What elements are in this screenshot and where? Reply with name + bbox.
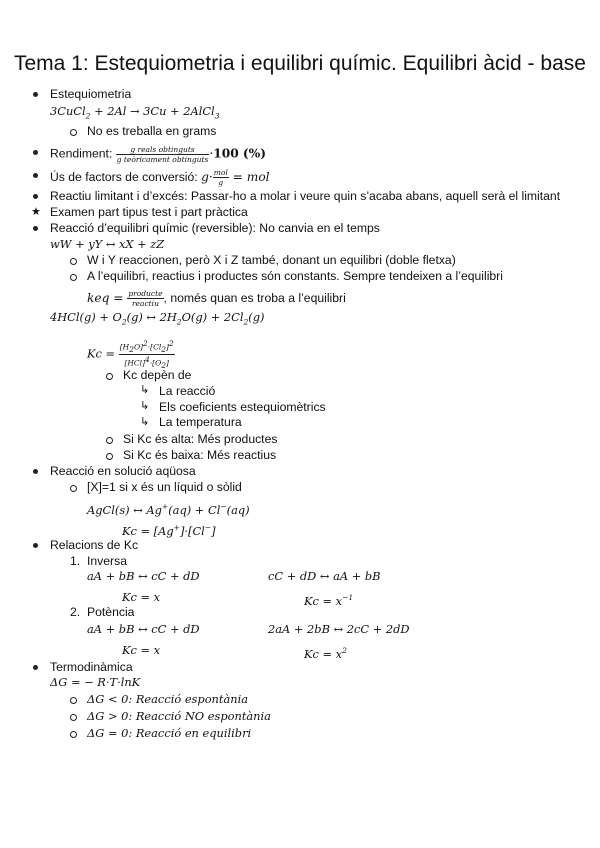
kc-inversa-2: $Kc = x^{-1}$ [304, 593, 354, 608]
arrow-icon: ↳ [140, 400, 150, 412]
bullet [70, 731, 77, 738]
kc-factor-reaccio: La reacció [159, 384, 216, 398]
kc-depen: Kc depèn de [123, 368, 192, 382]
kc-factor-temperatura: La temperatura [159, 415, 242, 429]
bullet [106, 437, 113, 444]
bullet [33, 150, 38, 155]
rendiment-label: Rendiment: [50, 146, 113, 161]
bullet [70, 129, 77, 136]
gibbs-spontaneous: ΔG < 0: Reacció espontània [87, 692, 249, 706]
note-liquid: [X]=1 si x és un líquid o sòlid [87, 480, 242, 494]
item-rendiment [50, 145, 266, 164]
item-relacions: Relacions de Kc [50, 538, 139, 552]
bullet [33, 92, 38, 97]
factors-equation: g· $\frac{\text{mol}}{g}$ = mol [201, 168, 270, 187]
item-examen: Examen part tipus test i part pràctica [50, 205, 248, 219]
fraction-numerator: g reals obtinguts [116, 145, 210, 155]
equation-inversa-1: aA + bB ↔ cC + dD [87, 569, 200, 583]
item-termodinamica: Termodinàmica [50, 660, 133, 674]
arrow-icon: ↳ [140, 416, 150, 428]
bullet [106, 453, 113, 460]
bullet [70, 697, 77, 704]
bullet [70, 485, 77, 492]
note-grams: No es treballa en grams [87, 124, 217, 138]
kc-potencia-1: Kc = x [122, 643, 161, 657]
star-icon: ★ [31, 206, 41, 218]
bullet [70, 714, 77, 721]
bullet [33, 194, 38, 199]
keq-line [87, 289, 346, 308]
equation-estequiometria: 3CuCl$_2$ + 2Al → 3Cu + 2AlCl$_3$ [50, 104, 220, 121]
equation-kc-agcl: Kc = [Ag+]·[Cl−] [122, 523, 216, 538]
equation-agcl: AgCl(s) ↔ Ag+(aq) + Cl−(aq) [87, 502, 250, 517]
bullet [33, 665, 38, 670]
equation-kc: Kc = $\frac{[H_2O]^2\cdot[Cl_2]^2}{[HCl]^4\cdot[O_2]}$ [87, 339, 174, 370]
equation-inversa-2: cC + dD ↔ aA + bB [268, 569, 381, 583]
gibbs-label-1: Reacció espontània [135, 692, 249, 706]
item-factors [50, 168, 270, 187]
keq-note: , només quan es troba a l’equilibri [163, 291, 346, 305]
gibbs-label-3: Reacció en equilibri [135, 726, 252, 740]
rendiment-factor: ·100 (%) [209, 146, 267, 161]
kc-factor-coeficients: Els coeficients estequiomètrics [159, 400, 326, 414]
equation-gibbs: ΔG = − R·T·lnK [50, 675, 141, 689]
bullet [33, 469, 38, 474]
factors-label: Ús de factors de conversió: [50, 170, 198, 184]
kc-inversa-1: Kc = x [122, 590, 161, 604]
kc-potencia-2: $Kc = x^2$ [304, 646, 347, 661]
bullet [70, 258, 77, 265]
page-title: Tema 1: Estequiometria i equilibri químic. Equilibri àcid - base [14, 52, 586, 75]
equation-potencia-2: 2aA + 2bB ↔ 2cC + 2dD [268, 622, 410, 636]
bullet [33, 226, 38, 231]
relacio-potencia: Potència [87, 605, 135, 619]
kc-baixa: Si Kc és baixa: Més reactius [123, 448, 277, 462]
gibbs-equilibrium: ΔG = 0: Reacció en equilibri [87, 726, 252, 740]
gibbs-non-spontaneous: ΔG > 0: Reacció NO espontània [87, 709, 271, 723]
keq-equation: keq = $\frac{\text{producte}}{\text{reactiu}}$ [87, 289, 163, 308]
item-reactiu-limitant: Reactiu limitant i d’excés: Passar-ho a molar i veure quin s’acaba abans, aquell serà el limitant [50, 189, 561, 203]
list-number: 2. [70, 605, 81, 619]
equation-hcl: $4HCl(g) + O_2(g)$ ↔ $2H_2O(g) + 2Cl_2(g)$ [50, 310, 265, 327]
note-equilibri: A l’equilibri, reactius i productes són constants. Sempre tendeixen a l’equilibri [87, 269, 503, 283]
bullet [70, 274, 77, 281]
bullet [33, 173, 38, 178]
fraction-denominator: g teòricament obtinguts [116, 155, 209, 164]
item-estequiometria: Estequiometria [50, 87, 132, 101]
gibbs-label-2: Reacció NO espontània [135, 709, 271, 723]
bullet [106, 373, 113, 380]
item-reaccio-equilibri: Reacció d’equilibri químic (reversible): No canvia en el temps [50, 221, 380, 235]
item-solucio: Reacció en solució aqüosa [50, 464, 196, 478]
note-wy: W i Y reaccionen, però X i Z també, donant un equilibri (doble fletxa) [87, 253, 456, 267]
rendiment-fraction [116, 145, 210, 164]
relacio-inversa: Inversa [87, 554, 127, 568]
equation-general: wW + yY ↔ xX + zZ [50, 237, 165, 251]
equation-potencia-1: aA + bB ↔ cC + dD [87, 622, 200, 636]
list-number: 1. [70, 554, 81, 568]
bullet [33, 543, 38, 548]
kc-alta: Si Kc és alta: Més productes [123, 432, 278, 446]
arrow-icon: ↳ [140, 384, 150, 396]
